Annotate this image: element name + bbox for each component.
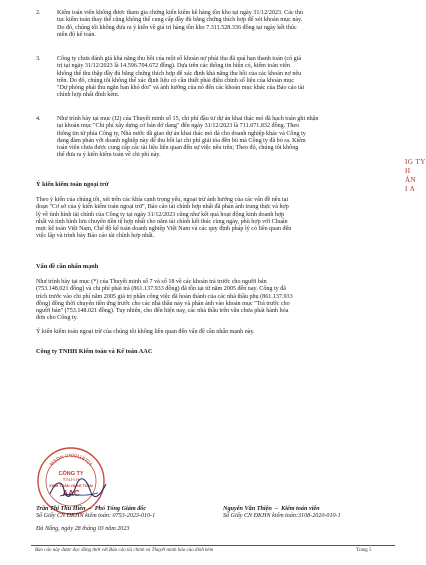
- text-line: "Dự phòng phải thu ngắn hạn khó đòi" và ảnh hưởng của nó đến các khoản mục khác của Báo cáo tài: [57, 85, 305, 91]
- emphasis-heading: Vấn đề cần nhấn mạnh: [36, 263, 99, 270]
- page-number: Trang 5: [356, 548, 372, 553]
- text-line: lý về tình hình tài chính của Công ty tại ngày 31/12/2023 cũng như kết quả hoạt động kinh doanh hợp: [36, 211, 285, 218]
- text-line: không thể thu thập đầy đủ bằng chứng thích hợp để xác định khả năng thu hồi của các khoản nợ nêu: [57, 70, 302, 77]
- signer-right-name-title: [223, 505, 320, 513]
- seal-top-text: MSDN 0400116704: [48, 452, 94, 468]
- footer-divider: [31, 545, 395, 546]
- text-line: đoạn "Cơ sở của ý kiến kiểm toán ngoại trừ", Báo cáo tài chính hợp nhất đã phản ánh trung thực và hợp: [36, 204, 289, 211]
- text-line: mực kế toán Việt Nam, Chế độ kế toán doanh nghiệp Việt Nam và các quy định pháp lý có liên quan đến: [36, 226, 292, 232]
- item-number: 2.: [36, 10, 41, 16]
- text-line: toán viên chưa được cung cấp các tài liệu liên quan đến sự việc nêu trên; Theo đó, chúng tôi không: [57, 145, 299, 151]
- seal-line3: KIỂM TOÁN VÀ KẾ TOÁN: [49, 484, 93, 488]
- name-title-separator: –: [273, 505, 280, 512]
- text-line: Kiểm toán viên không được tham gia chứng kiến kiểm kê hàng tồn kho tại ngày 31/12/2023. Các thủ: [57, 10, 303, 16]
- item-number: 3.: [36, 56, 41, 62]
- signer-right-title: Kiểm toán viên: [281, 505, 320, 512]
- signer-left-cert: Số Giấy CN ĐKHN kiểm toán: 0753-2023-010-1: [36, 513, 156, 519]
- item-4-text: [57, 116, 397, 160]
- text-line: Theo ý kiến của chúng tôi, xét trên các khía cạnh trọng yếu, ngoại trừ ảnh hưởng của các vấn đề nêu tại: [36, 197, 289, 203]
- footer-note: Báo cáo này được đọc đồng thời với Báo cáo tài chính và Thuyết minh báo cáo đính kèm: [35, 548, 214, 553]
- emphasis-paragraph: [36, 279, 397, 323]
- item-2-text: [57, 10, 397, 39]
- text-line: đơn cho Công ty.: [36, 315, 78, 322]
- text-line: thông tin từ phía Công ty, Nhà nước đã giao dự án khai thác mỏ đá cho doanh nghiệp khác và Công ty: [57, 130, 306, 137]
- edge-cutoff-text: [405, 158, 426, 218]
- text-line: chính hợp nhất đính kèm.: [57, 92, 120, 99]
- name-title-separator: –: [87, 505, 94, 512]
- text-line: niên độ kế toán.: [57, 31, 96, 38]
- text-line: người bán" (753.148.021 đồng). Tuy nhiên, cho đến hiện nay, các nhà thầu trên vẫn chưa phát hành hóa: [36, 308, 289, 314]
- text-line: Như trình bày tại mục (*) của Thuyết minh số 7 và số 18 về các khoản trả trước cho người bán: [36, 279, 267, 285]
- signer-left-name: Trần Thị Thu Hiền: [36, 505, 86, 512]
- text-line: tại khoản mục "Chi phí xây dựng cơ bản dở dang" đến ngày 31/12/2023 là 711.071.832 đồng. Theo: [57, 123, 300, 130]
- text-line: Công ty chưa đánh giá khả năng thu hồi của một số khoản nợ phải thu đã quá hạn thanh toán (có giá: [57, 56, 302, 62]
- text-line: trích trước vào chi phí năm 2005 giá trị phần công việc đã hoàn thành của các nhà thầu phụ (861.137.933: [36, 293, 293, 300]
- seal-line1: CÔNG TY: [58, 471, 84, 477]
- auditor-company: Công ty TNHH Kiểm toán và Kế toán AAC: [36, 348, 153, 355]
- signer-left-name-title: [36, 505, 146, 513]
- text-line: tục kiểm toán thay thế cũng không thể cung cấp đầy đủ bằng chứng thích hợp để xét khoản mục này.: [57, 17, 303, 24]
- text-line: thể đưa ra ý kiến kiểm toán về chi phí này.: [57, 152, 161, 159]
- signature-left: [46, 476, 110, 502]
- text-line: trên. Do đó, chúng tôi không thể xác định liệu có cần thiết phải điều chỉnh số liệu của khoản mục: [57, 77, 294, 84]
- text-line: Như trình bày tại mục (I2) của Thuyết minh số 15, chi phí đầu tư dự án khai thác mỏ đã hạch toán ghi nhận: [57, 116, 319, 122]
- signer-right-cert: Số Giấy CN ĐKHN kiểm toán:3108-2020-010-1: [223, 513, 341, 519]
- item-3-text: [57, 56, 397, 100]
- seal-line2: T.N.H.H: [62, 478, 80, 483]
- text-line: (753.148.021 đồng) và chi phí phải trả (861.137.933 đồng) đã tồn tại từ năm 2005 đến nay. Công ty đã: [36, 286, 287, 293]
- edge-text: IG TY H ÁN I A: [405, 158, 426, 193]
- signer-left-title: Phó Tổng Giám đốc: [94, 505, 147, 512]
- text-line: đồng) đồng thời chuyển tiền ứng trước cho các nhà thầu này và phản ánh vào khoản mục "Trả trước cho: [36, 300, 290, 307]
- opinion-paragraph: [36, 197, 397, 241]
- text-line: đang đàm phán với doanh nghiệp này để thu hồi lại chi phí giải tỏa đền bù mà Công ty đã bỏ ra. Kiểm: [57, 137, 306, 144]
- place-date: Đà Nẵng, ngày 28 tháng 03 năm 2023: [36, 526, 130, 532]
- text-line: Do đó, chúng tôi không đưa ra ý kiến về giá trị hàng tồn kho 7.311.528.336 đồng tại ngày kết thúc: [57, 24, 297, 31]
- seal-line4: AAC: [62, 489, 80, 498]
- opinion-heading: Ý kiến kiểm toán ngoại trừ: [36, 181, 109, 188]
- emphasis-closing: Ý kiến kiểm toán ngoại trừ của chúng tôi không liên quan đến vấn đề cần nhấn mạnh này.: [36, 329, 255, 335]
- signer-right-name: Nguyễn Văn Thiện: [223, 505, 272, 512]
- item-number: 4.: [36, 116, 41, 122]
- text-line: trị tại ngày 31/12/2023 là 14.596.704.672 đồng). Dựa trên các thông tin hiện có, kiểm toán viên: [57, 63, 290, 70]
- text-line: việc lập và trình bày Báo cáo tài chính hợp nhất.: [36, 233, 155, 240]
- text-line: nhất và tình hình lưu chuyển tiền tệ hợp nhất cho năm tài chính kết thúc cùng ngày, phù hợp với Chuẩn: [36, 218, 288, 225]
